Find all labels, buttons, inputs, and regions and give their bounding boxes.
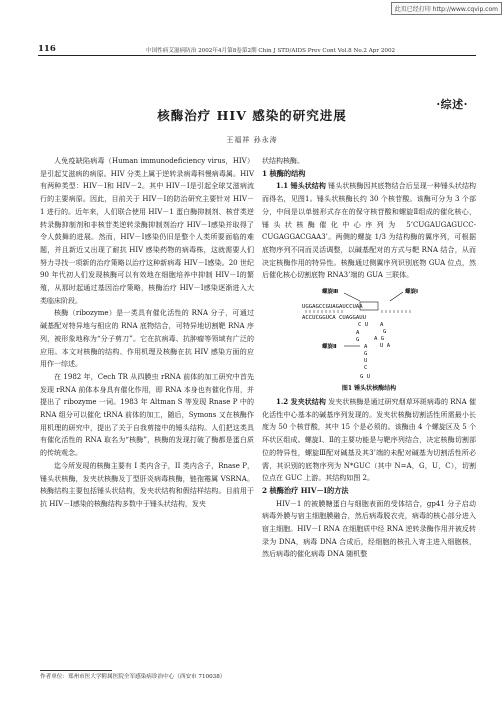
core-bases: G <box>383 329 387 336</box>
subsection-heading: 1.1 锤头状结构 <box>276 181 326 191</box>
helix-ii-label: 螺旋Ⅱ <box>322 344 337 351</box>
helix-iii-label: 螺旋Ⅲ <box>322 289 339 296</box>
paragraph: HIV－1 的被膜糖蛋白与细胞表面的受体结合，gp41 分子启动病毒外膜与宿主细胞膜融合，然后病毒脱衣壳，病毒的核心部分进入宿主细胞。HIV－Ⅰ RNA 在细胞质中经 RNA 逆转录酶作用并被反转录为 DNA，病毒 DNA 合成后，经细胞的核孔入寄主进入细胞核，然后病毒的催化病毒 DNA 随机整 <box>262 499 476 559</box>
hammerhead-diagram <box>262 284 476 386</box>
stem-base: U <box>364 358 368 365</box>
print-badge: 此页已经打印 http://www.cqvip.com <box>391 2 502 15</box>
core-bases: A <box>356 330 360 337</box>
stem-base: A <box>364 344 368 351</box>
core-bases: G <box>356 337 360 344</box>
stem-base: C <box>364 365 368 372</box>
paragraph: 锤头状核酶因其底物结合后呈现一种锤头状结构而得名，见图1。锤头状核酶长约 30 个核苷酸。该酶可分为 3 个部分，中间是以单链形式存在的保守核苷酸和螺旋Ⅱ组成的催化核心，锤头状核酶催化中心序列为 5’CUGAUGAGUCC-CUGAGGACGAA3’。两侧的螺旋 1/3 为结构酶的翼序列，可根据底物序列不同而灵活调整，以碱基配对的方式与靶 RNA 结合，从而决定核酶作用的特异性。核酶通过侧翼序列识别底物 GUA 位点，然后催化核心切割底物 RNA3’端的 GUA 三联体。 <box>262 182 477 280</box>
paragraph: 核酶（ribozyme）是一类具有催化活性的 RNA 分子，可通过碱基配对特异地与相应的 RNA 底物结合，可特异地切割靶 RNA 序列，被形象地称为“分子剪刀”。它在抗病毒、抗肿瘤等领域有广泛的应用。本文对核酶的结构、作用机理及核酶在抗 HIV 感染方面的应用作一综述。 <box>40 309 254 369</box>
section-heading: 2 核酶治疗 HIV－Ⅰ的方法 <box>262 485 349 495</box>
core-bases: U A <box>380 343 391 350</box>
ribozyme-strand: ACCUCGGUCA CUAGGAUU <box>302 315 366 322</box>
substrate-strand: UGGAGCCGUAGAUCCUAA <box>302 304 363 311</box>
footnote: 作者单位：郑州市医大学附属医院全军感染病诊治中心（西安市 710038） <box>40 674 226 680</box>
section-heading: 1 核酶的结构 <box>262 168 306 178</box>
leader-line <box>344 293 360 301</box>
subsection-1-1 <box>262 180 476 282</box>
hammerhead-figure <box>262 284 476 396</box>
journal-line: 中国性病艾滋病防治 2002年4月第8卷第2期 Chin J STD/AIDS Prev Cont Vol.8 No.2 Apr 2002 <box>146 48 396 54</box>
paragraph: 迄今所发现的核酶主要有 I 类内含子，II 类内含子，Rnase P，锤头状核酶，发夹状核酶及丁型肝炎病毒核酶，链孢霉属 VSRNA。核酶结构主要包括锤头状结构，发夹状结构和假结样结构。目前用于抗 HIV－Ⅰ感染的核酶结构多数中于锤头状结构，发夹 <box>40 461 254 508</box>
core-bases: C U <box>358 322 369 329</box>
stem-base: G <box>364 351 368 358</box>
leader-line <box>390 292 403 301</box>
article-title: 核酶治疗 HIV 感染的研究进展 <box>157 108 347 123</box>
left-column <box>40 155 254 511</box>
base-pair-ticks <box>306 310 410 313</box>
paragraph: 在 1982 年，Cech TR 从四膜虫 rRNA 前体的加工研究中首先发现 rRNA 前体本身具有催化作用，即 RNA 本身也有催化作用，并提出了 ribozyme 一词。1983 年 Altman S 等发现 Rnase P 中的 RNA 组分可以催化 tRNA 前体的加工，随后，Symons 又在核酶作用机理的研究中，提出了关于自我剪接中的锤头结构。人们把这类具有催化活性的 RNA 取名为“核酶”，核酶的发现打破了酶都是蛋白质的传统观念。 <box>40 372 254 458</box>
subsection-heading: 1.2 发夹状结构 <box>276 397 326 407</box>
right-column <box>262 155 476 561</box>
core-bases: A <box>380 322 384 329</box>
loop-bases: G U <box>360 374 371 381</box>
article-authors: 王福祥 孙永涛 <box>226 136 278 144</box>
page-number: 116 <box>38 44 56 54</box>
section-tag: ·综述· <box>436 98 468 111</box>
running-head <box>38 44 476 56</box>
subsection-1-2 <box>262 396 476 485</box>
core-bases: A G <box>374 336 385 343</box>
paragraph: 发夹状核酶是通过研究烟草环斑病毒的 RNA 催化活性中心基本的碱基序列发现的。发夹状核酶切割活性所需最小长度为 50 个核苷酸，其中 15 个是必须的。该酶由 4 个螺旋区及 5 个环状区组成。螺旋Ⅰ、Ⅱ的主要功能是与靶序列结合，决定核酶切割部位的特异性，螺旋Ⅲ配对碱基及其3’端的未配对碱基为切割活性所必需，其识别的底物序列为 N*GUC（其中 N=A，G，U，C），切割位点在 GUC 上游。其结构如图 2。 <box>262 398 476 483</box>
cleavage-box <box>360 302 378 310</box>
helix-i-label: 螺旋Ⅰ <box>405 289 419 296</box>
paragraph: 状结构核酶。 <box>262 157 304 165</box>
footnote-rule <box>40 670 112 671</box>
paragraph: 人免疫缺陷病毒（Human immunodeficiency virus，HIV）是引起艾滋病的病原。HIV 分类上属于逆转录病毒科慢病毒属。HIV 有两种类型：HIV－Ⅰ和 HIV－2。其中 HIV－Ⅰ是引起全球艾滋病流行的主要病原。因此，目前关于 HIV－Ⅰ的防治研究主要针对 HIV－1 进行的。近年来，人们联合使用 HIV－1 蛋白酶抑制剂、核苷类逆转录酶抑制剂和非核苷类逆转录酶抑制剂治疗 HIV－Ⅰ感染并取得了令人鼓舞的进展。然而，HIV－Ⅰ感染仍旧是整个人类所要面临的难题，并且新近又出现了耐抗 HIV 感染药物的病毒株，这就需要人们努力寻找一项新的治疗策略以治疗这种新病毒 HIV－Ⅰ感染。20 世纪 90 年代初人们发现核酶可以有效地在细胞培养中抑制 HIV－Ⅰ的繁殖，从那时起通过基因治疗策略，核酶治疗 HIV－Ⅰ感染逐渐进入大类临床阶段。 <box>40 157 254 305</box>
figure-caption: 图1 锤头状核酶结构 <box>341 385 397 393</box>
